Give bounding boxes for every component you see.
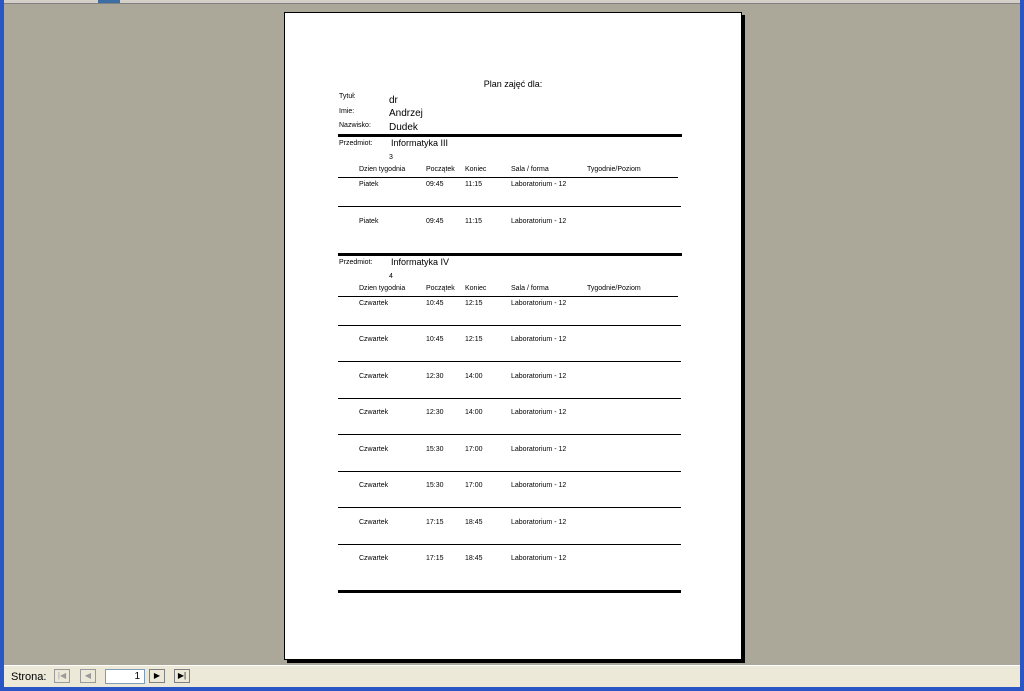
table-cell: 11:15 [465,181,482,188]
table-cell: 14:00 [465,409,483,417]
row-divider [338,206,681,207]
table-cell: Laboratorium - 12 [511,372,567,380]
table-cell: Czwartek [359,372,389,380]
table-cell: 12:15 [465,300,483,307]
table-cell: Piatek [359,217,379,225]
row-divider [338,507,681,508]
report-end-rule [338,590,681,593]
column-header: Dzien tygodnia [359,166,406,173]
subject-name: Informatyka IV [391,257,450,267]
table-cell: 11:15 [465,217,482,225]
table-cell: 17:00 [465,482,483,490]
page-number-input[interactable]: 1 [105,669,145,684]
table-cell: Laboratorium - 12 [511,336,567,344]
table-cell: 18:45 [465,518,483,526]
prev-page-icon: ◀ [84,671,92,680]
subject-note: 3 [389,154,393,161]
last-name-value: Dudek [389,122,418,133]
column-header: Sala / forma [511,166,549,173]
table-cell: Czwartek [359,300,389,307]
column-header: Tygodnie/Poziom [587,285,641,292]
table-cell: Czwartek [359,409,389,417]
table-cell: Laboratorium - 12 [511,518,567,526]
table-cell: 15:30 [426,482,444,490]
column-header: Koniec [465,285,487,292]
table-cell: 14:00 [465,372,483,380]
table-cell: Czwartek [359,482,389,490]
row-divider [338,544,681,545]
table-cell: 12:30 [426,409,444,417]
page-label: Strona: [11,671,47,683]
window-top-edge [0,0,1024,4]
table-cell: Laboratorium - 12 [511,409,567,417]
column-header: Sala / forma [511,285,549,292]
next-page-button[interactable] [149,669,165,683]
table-cell: Laboratorium - 12 [511,217,567,225]
column-header: Dzien tygodnia [359,285,406,292]
table-cell: Czwartek [359,336,389,344]
subject-label: Przedmiot: [339,259,373,266]
window-right-border [1020,0,1024,691]
column-header: Początek [426,285,455,292]
report-title: Plan zajęć dla: [483,79,543,89]
window-bottom-border [0,687,1024,691]
window-left-border [0,0,4,691]
last-page-button[interactable] [174,669,190,683]
report-page [284,12,742,660]
table-cell: 09:45 [426,217,444,225]
table-cell: 12:15 [465,336,483,344]
title-value: dr [389,95,398,106]
table-cell: Czwartek [359,518,389,526]
subject-label: Przedmiot: [339,140,373,147]
table-cell: Laboratorium - 12 [511,300,567,307]
column-header: Początek [426,166,455,173]
status-bar [4,665,1020,688]
section-rule [338,134,682,137]
prev-page-button[interactable] [80,669,96,683]
table-cell: Laboratorium - 12 [511,445,567,453]
first-page-icon: |◀ [57,671,67,680]
table-cell: Czwartek [359,445,389,453]
table-cell: 10:45 [426,336,444,344]
table-cell: Piatek [359,181,379,188]
last-name-label: Nazwisko: [339,122,371,129]
table-cell: Laboratorium - 12 [511,555,567,563]
table-cell: 15:30 [426,445,444,453]
column-header: Koniec [465,166,487,173]
title-label: Tytuł: [339,93,356,100]
last-page-icon: ▶| [177,671,187,680]
table-cell: 12:30 [426,372,444,380]
table-cell: 17:15 [426,518,444,526]
table-cell: Czwartek [359,555,389,563]
table-cell: 17:00 [465,445,483,453]
row-divider [338,325,681,326]
first-name-value: Andrzej [389,108,423,119]
row-divider [338,398,681,399]
table-cell: 09:45 [426,181,444,188]
table-cell: Laboratorium - 12 [511,482,567,490]
subject-note: 4 [389,273,393,280]
next-page-icon: ▶ [153,671,161,680]
header-underline [338,177,678,178]
row-divider [338,361,681,362]
first-name-label: Imie: [339,108,355,115]
table-cell: 18:45 [465,555,483,563]
table-cell: 17:15 [426,555,444,563]
section-rule [338,253,682,256]
row-divider [338,434,681,435]
subject-name: Informatyka III [391,138,449,148]
table-cell: 10:45 [426,300,444,307]
toolbar-highlight [98,0,120,3]
table-cell: Laboratorium - 12 [511,181,567,188]
row-divider [338,471,681,472]
first-page-button[interactable] [54,669,70,683]
column-header: Tygodnie/Poziom [587,166,641,173]
header-underline [338,296,678,297]
